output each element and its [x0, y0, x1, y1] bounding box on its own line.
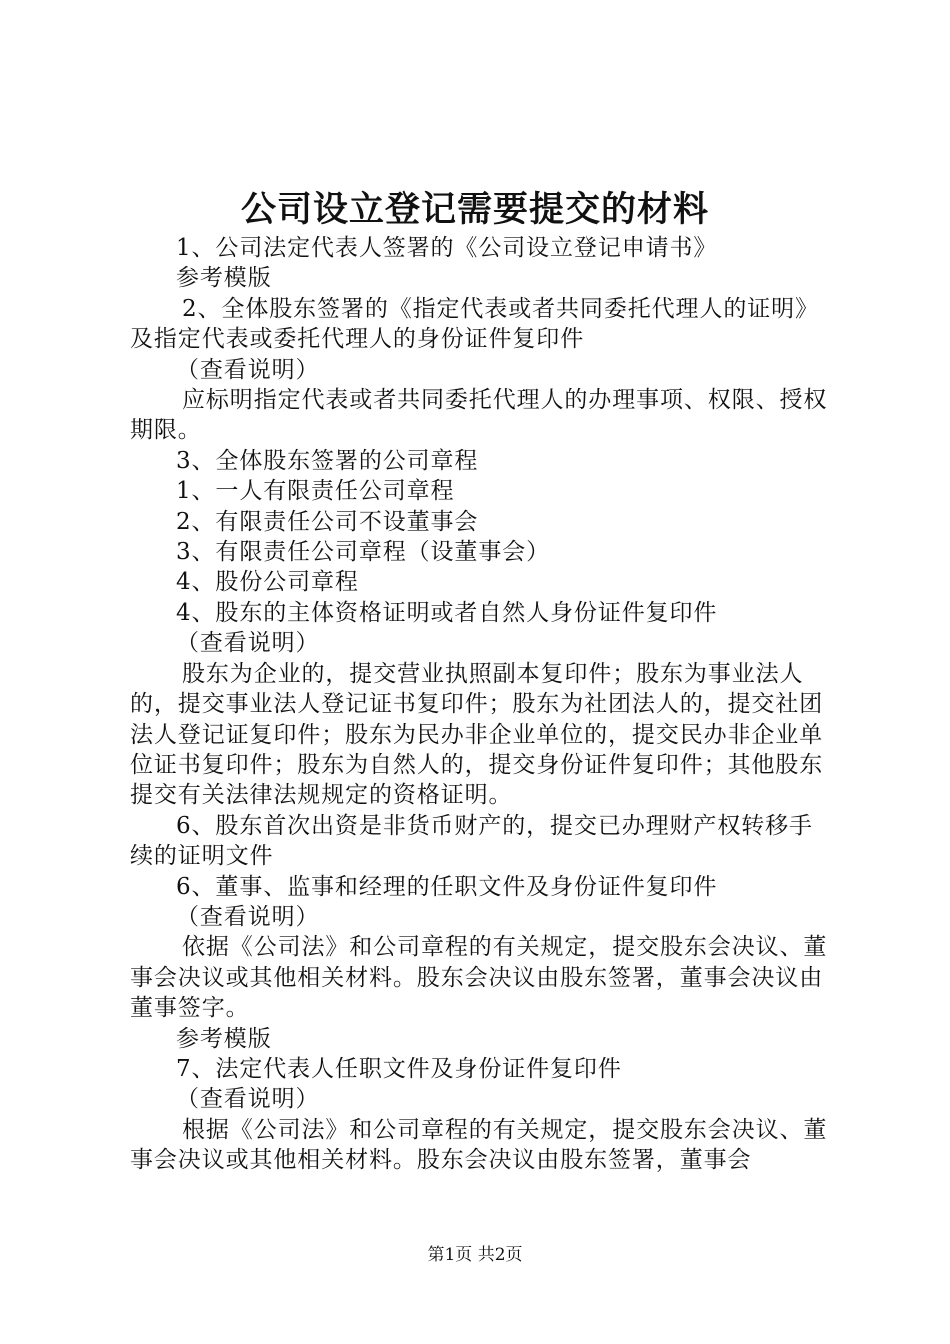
paragraph-2: 2、全体股东签署的《指定代表或者共同委托代理人的证明》及指定代表或委托代理人的身份证件复印件 [130, 295, 819, 353]
paragraph-explanation-4: 根据《公司法》和公司章程的有关规定，提交股东会决议、董事会决议或其他相关材料。股东会决议由股东签署，董事会 [130, 1116, 828, 1174]
view-explanation-link-4[interactable]: （查看说明） [176, 1086, 320, 1113]
page-footer: 第1页 共2页 [427, 1245, 523, 1265]
paragraph-5: 6、股东首次出资是非货币财产的，提交已办理财产权转移手续的证明文件 [130, 812, 813, 870]
document-title: 公司设立登记需要提交的材料 [240, 189, 709, 230]
view-explanation-link-3[interactable]: （查看说明） [176, 903, 320, 930]
template-link-1[interactable]: 参考模版 [176, 265, 272, 292]
sub-item-1[interactable]: 1、一人有限责任公司章程 [176, 478, 455, 505]
paragraph-6: 6、董事、监事和经理的任职文件及身份证件复印件 [176, 873, 718, 900]
sub-item-3[interactable]: 3、有限责任公司章程（设董事会） [176, 539, 551, 566]
paragraph-7: 7、法定代表人任职文件及身份证件复印件 [176, 1055, 622, 1082]
sub-item-2[interactable]: 2、有限责任公司不设董事会 [176, 508, 479, 535]
paragraph-explanation-2: 股东为企业的，提交营业执照副本复印件；股东为事业法人的，提交事业法人登记证书复印件；股东为社团法人的，提交社团法人登记证复印件；股东为民办非企业单位的，提交民办非企业单位证书复印件；股东为自然人的，提交身份证件复印件；其他股东提交有关法律法规规定的资格证明。 [130, 660, 824, 809]
document-body [130, 233, 830, 1176]
paragraph-explanation-3: 依据《公司法》和公司章程的有关规定，提交股东会决议、董事会决议或其他相关材料。股东会决议由股东签署，董事会决议由董事签字。 [130, 934, 828, 1022]
paragraph-4: 4、股东的主体资格证明或者自然人身份证件复印件 [176, 599, 718, 626]
template-link-2[interactable]: 参考模版 [176, 1025, 272, 1052]
sub-item-4[interactable]: 4、股份公司章程 [176, 569, 359, 596]
paragraph-3: 3、全体股东签署的公司章程 [176, 447, 479, 474]
view-explanation-link-1[interactable]: （查看说明） [176, 356, 320, 383]
paragraph-explanation-1: 应标明指定代表或者共同委托代理人的办理事项、权限、授权期限。 [130, 387, 828, 444]
paragraph-1: 1、公司法定代表人签署的《公司设立登记申请书》 [176, 235, 718, 261]
view-explanation-link-2[interactable]: （查看说明） [176, 630, 320, 657]
